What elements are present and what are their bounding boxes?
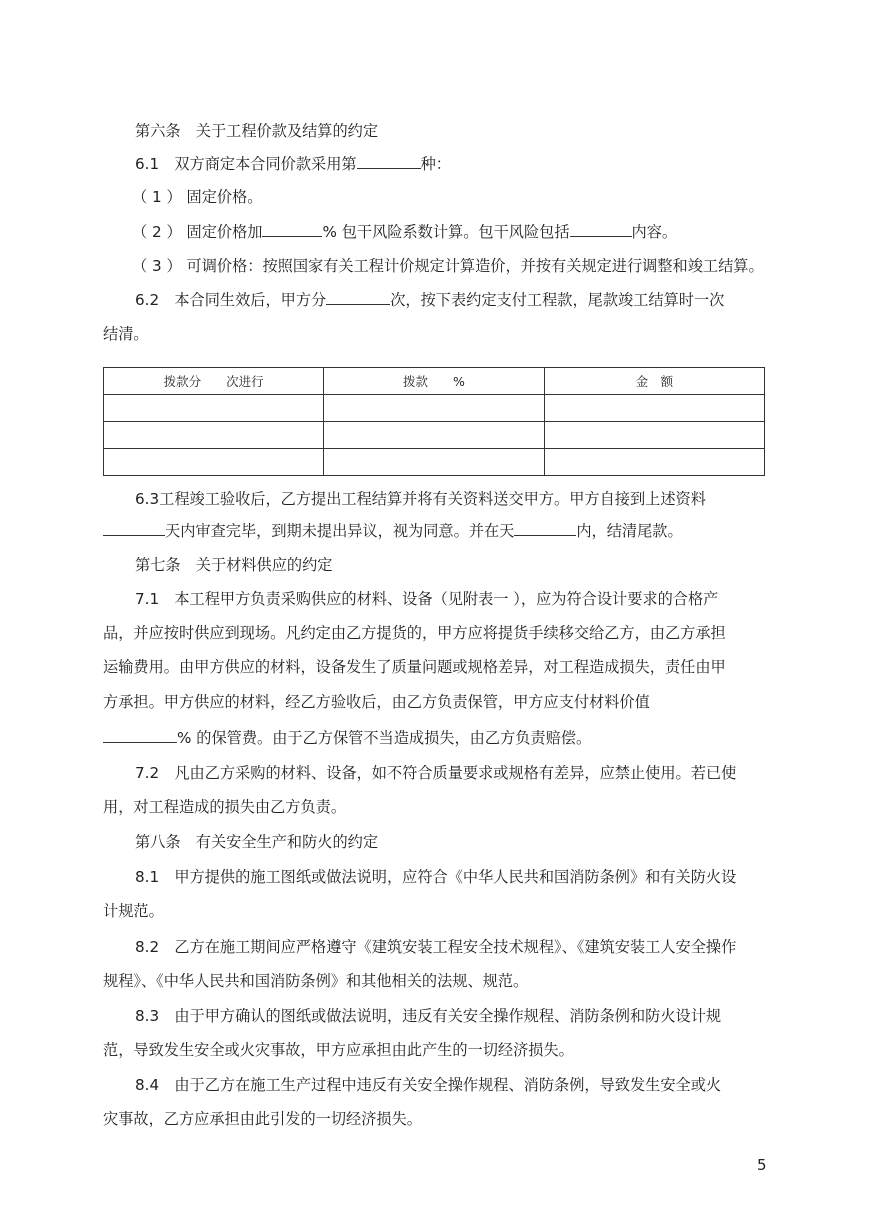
table-header-cell: 金 额 bbox=[544, 368, 764, 395]
clause-6-2: 6.2 本合同生效后，甲方分 次，按下表约定支付工程款，尾款竣工结算时一次 bbox=[135, 291, 725, 309]
clause-7-1-cont: % 的保管费。由于乙方保管不当造成损失，由乙方负责赔偿。 bbox=[103, 728, 591, 748]
blank-field bbox=[570, 222, 632, 237]
table-cell bbox=[324, 395, 544, 422]
table-header-cell: 拨款 % bbox=[324, 368, 544, 395]
clause-6-2-cont: 结清。 bbox=[103, 325, 149, 343]
table-row bbox=[104, 395, 765, 422]
clause-7-1-cont: 运输费用。由甲方供应的材料，设备发生了质量问题或规格差异，对工程造成损失，责任由甲 bbox=[103, 658, 726, 676]
table-cell bbox=[324, 422, 544, 449]
blank-field bbox=[103, 521, 165, 536]
table-cell bbox=[104, 422, 324, 449]
table-cell bbox=[544, 449, 764, 476]
table-cell bbox=[544, 395, 764, 422]
clause-6-1: 6.1 双方商定本合同价款采用第 种： bbox=[135, 155, 451, 173]
price-option-2: （ 2 ） 固定价格加 % 包干风险系数计算。包干风险包括 内容。 bbox=[132, 223, 678, 241]
table-row bbox=[104, 422, 765, 449]
price-option-1: （ 1 ） 固定价格。 bbox=[132, 188, 263, 206]
table-cell bbox=[104, 449, 324, 476]
table-header-cell: 拨款分 次进行 bbox=[104, 368, 324, 395]
table-cell bbox=[324, 449, 544, 476]
table-cell bbox=[104, 395, 324, 422]
clause-8-2: 8.2 乙方在施工期间应严格遵守《建筑安装工程安全技术规程》、《建筑安装工人安全操作 bbox=[135, 938, 737, 956]
table-cell bbox=[544, 422, 764, 449]
table-header-row bbox=[104, 368, 765, 395]
clause-7-1-cont: 方承担。甲方供应的材料，经乙方验收后，由乙方负责保管，甲方应支付材料价值 bbox=[103, 693, 650, 711]
blank-field bbox=[357, 154, 421, 169]
clause-6-3-cont: 天内审查完毕，到期未提出异议，视为同意。并在天 内，结清尾款。 bbox=[103, 521, 683, 541]
blank-field bbox=[326, 290, 390, 305]
payment-table bbox=[103, 367, 765, 476]
clause-8-4-cont: 灾事故，乙方应承担由此引发的一切经济损失。 bbox=[103, 1110, 422, 1128]
blank-field bbox=[514, 521, 576, 536]
article-8-heading: 第八条 有关安全生产和防火的约定 bbox=[135, 833, 378, 851]
clause-8-3-cont: 范，导致发生安全或火灾事故，甲方应承担由此产生的一切经济损失。 bbox=[103, 1041, 574, 1059]
clause-8-1: 8.1 甲方提供的施工图纸或做法说明，应符合《中华人民共和国消防条例》和有关防火设 bbox=[135, 868, 737, 886]
blank-field bbox=[103, 728, 177, 743]
blank-field bbox=[262, 222, 322, 237]
clause-8-2-cont: 规程》、《中华人民共和国消防条例》和其他相关的法规、规范。 bbox=[103, 972, 529, 990]
clause-8-4: 8.4 由于乙方在施工生产过程中违反有关安全操作规程、消防条例，导致发生安全或火 bbox=[135, 1076, 722, 1094]
article-6-heading: 第六条 关于工程价款及结算的约定 bbox=[135, 122, 378, 140]
clause-7-1: 7.1 本工程甲方负责采购供应的材料、设备（见附表一 ），应为符合设计要求的合格产 bbox=[135, 590, 719, 608]
clause-6-3: 6.3工程竣工验收后，乙方提出工程结算并将有关资料送交甲方。甲方自接到上述资料 bbox=[135, 490, 706, 508]
clause-7-1-cont: 品，并应按时供应到现场。凡约定由乙方提货的，甲方应将提货手续移交给乙方，由乙方承担 bbox=[103, 624, 726, 642]
article-7-heading: 第七条 关于材料供应的约定 bbox=[135, 556, 333, 574]
clause-7-2-cont: 用，对工程造成的损失由乙方负责。 bbox=[103, 798, 346, 816]
clause-8-3: 8.3 由于甲方确认的图纸或做法说明，违反有关安全操作规程、消防条例和防火设计规 bbox=[135, 1007, 722, 1025]
clause-8-1-cont: 计规范。 bbox=[103, 902, 164, 920]
page-number: 5 bbox=[757, 1156, 767, 1174]
price-option-3: （ 3 ） 可调价格：按照国家有关工程计价规定计算造价，并按有关规定进行调整和竣工结算。 bbox=[132, 257, 764, 275]
clause-7-2: 7.2 凡由乙方采购的材料、设备，如不符合质量要求或规格有差异，应禁止使用。若已使 bbox=[135, 764, 737, 782]
table-row bbox=[104, 449, 765, 476]
